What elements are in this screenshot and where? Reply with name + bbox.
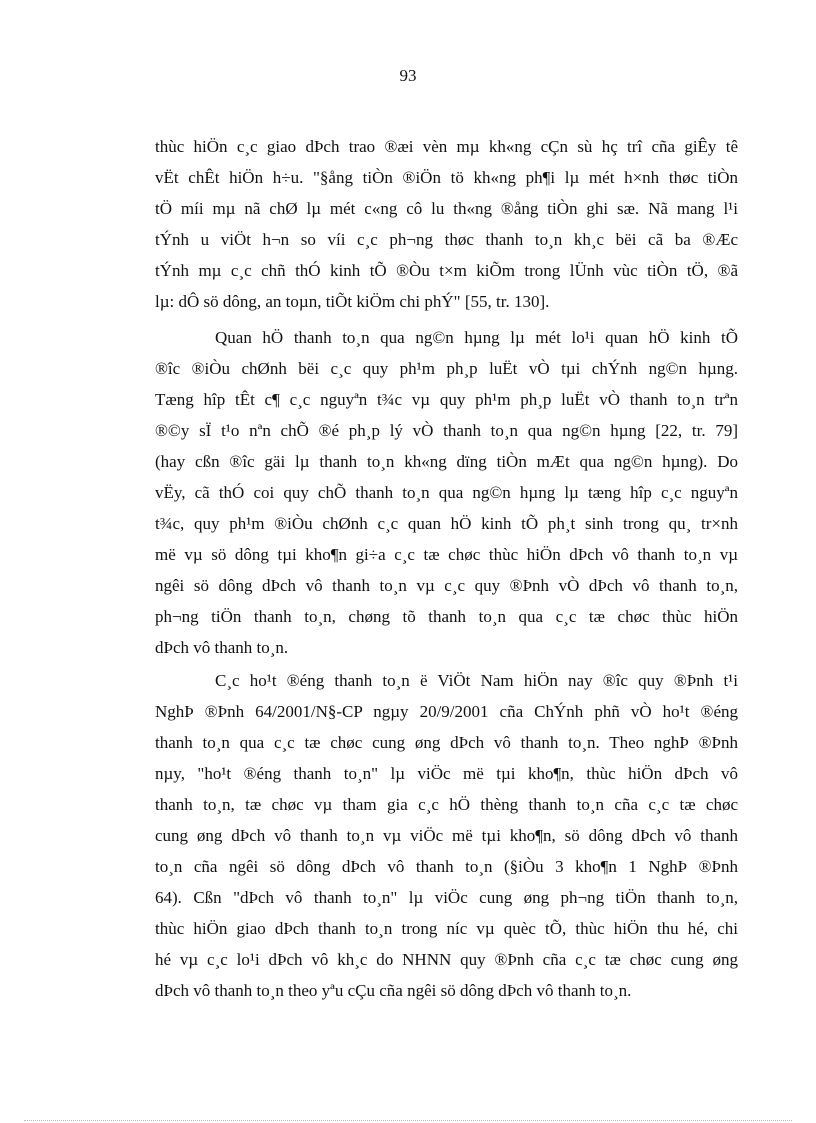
text-line: vËy, cã thÓ coi quy chÕ thanh to¸n qua ng©n hµng lµ tæng hîp c¸c nguyªn	[155, 483, 738, 502]
text-line: Quan hÖ thanh to¸n qua ng©n hµng lµ mét lo¹i quan hÖ kinh tÕ	[215, 328, 738, 347]
text-line: vËt chÊt hiÖn h÷u. "§ång tiÒn ®iÖn tö kh«ng ph¶i lµ mét h×nh thøc tiÒn	[155, 168, 738, 187]
page-bottom-divider	[24, 1120, 792, 1121]
text-line: thanh to¸n qua c¸c tæ chøc cung øng dÞch vô thanh to¸n. Theo nghÞ ®Þnh	[155, 733, 738, 752]
text-line: thùc hiÖn giao dÞch thanh to¸n trong níc vµ quèc tÕ, thùc hiÖn thu hé, chi	[155, 919, 738, 938]
text-line: tÖ míi mµ nã chØ lµ mét c«ng cô lu th«ng ®ång tiÒn ghi sæ. Nã mang l¹i	[155, 199, 738, 218]
text-line: më vµ sö dông tµi kho¶n gi÷a c¸c tæ chøc thùc hiÖn dÞch vô thanh to¸n vµ	[155, 545, 738, 564]
text-line: to¸n cña ngêi sö dông dÞch vô thanh to¸n (§iÒu 3 kho¶n 1 NghÞ ®Þnh	[155, 857, 738, 876]
text-line: (hay cßn ®îc gäi lµ thanh to¸n kh«ng dïng tiÒn mÆt qua ng©n hµng). Do	[155, 452, 738, 471]
text-line: lµ: dÔ sö dông, an toµn, tiÕt kiÖm chi phÝ" [55, tr. 130].	[155, 292, 550, 311]
text-line: dÞch vô thanh to¸n theo yªu cÇu cña ngêi sö dông dÞch vô thanh to¸n.	[155, 981, 632, 1000]
text-line: thùc hiÖn c¸c giao dÞch trao ®æi vèn mµ kh«ng cÇn sù hç trî cña giÊy tê	[155, 137, 738, 156]
text-line: C¸c ho¹t ®éng thanh to¸n ë ViÖt Nam hiÖn nay ®îc quy ®Þnh t¹i	[215, 671, 738, 690]
text-line: ngêi sö dông dÞch vô thanh to¸n vµ c¸c quy ®Þnh vÒ dÞch vô thanh to¸n,	[155, 576, 738, 595]
text-line: ®©y sÏ t¹o nªn chÕ ®é ph¸p lý vÒ thanh to¸n qua ng©n hµng [22, tr. 79]	[155, 421, 738, 440]
text-line: 64). Cßn "dÞch vô thanh to¸n" lµ viÖc cung øng ph¬ng tiÖn thanh to¸n,	[155, 888, 738, 907]
text-line: cung øng dÞch vô thanh to¸n vµ viÖc më tµi kho¶n, sö dông dÞch vô thanh	[155, 826, 738, 845]
page-number: 93	[399, 66, 417, 85]
text-line: hé vµ c¸c lo¹i dÞch vô kh¸c do NHNN quy ®Þnh cña c¸c tæ chøc cung øng	[155, 950, 738, 969]
text-line: dÞch vô thanh to¸n.	[155, 638, 289, 657]
text-line: ®îc ®iÒu chØnh bëi c¸c quy ph¹m ph¸p luËt vÒ tµi chÝnh ng©n hµng.	[155, 359, 738, 378]
text-line: t¾c, quy ph¹m ®iÒu chØnh c¸c quan hÖ kinh tÕ ph¸t sinh trong qu¸ tr×nh	[155, 514, 738, 533]
text-line: Tæng hîp tÊt c¶ c¸c nguyªn t¾c vµ quy ph¹m ph¸p luËt vÒ thanh to¸n trªn	[155, 390, 738, 409]
text-line: ph¬ng tiÖn thanh to¸n, chøng tõ thanh to¸n qua c¸c tæ chøc thùc hiÖn	[155, 607, 738, 626]
text-line: NghÞ ®Þnh 64/2001/N§-CP ngµy 20/9/2001 cña ChÝnh phñ vÒ ho¹t ®éng	[155, 702, 738, 721]
text-line: thanh to¸n, tæ chøc vµ tham gia c¸c hÖ thèng thanh to¸n cña c¸c tæ chøc	[155, 795, 738, 814]
text-line: nµy, "ho¹t ®éng thanh to¸n" lµ viÖc më tµi kho¶n, thùc hiÖn dÞch vô	[155, 764, 738, 783]
text-line: tÝnh mµ c¸c chñ thÓ kinh tÕ ®Òu t×m kiÕm trong lÜnh vùc tiÒn tÖ, ®ã	[155, 261, 738, 280]
text-line: tÝnh u viÖt h¬n so víi c¸c ph¬ng thøc thanh to¸n kh¸c bëi cã ba ®Æc	[155, 230, 738, 249]
